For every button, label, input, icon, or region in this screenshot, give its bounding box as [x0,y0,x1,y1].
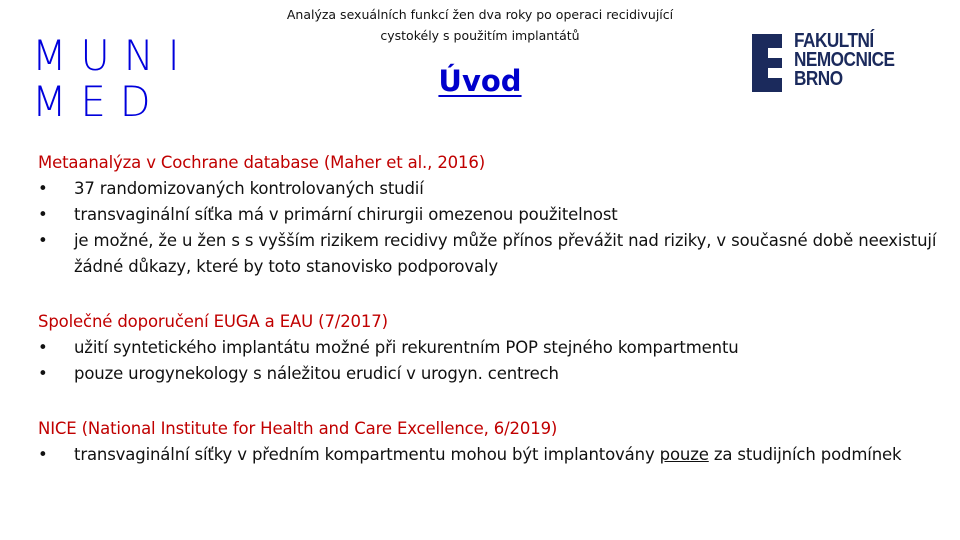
fn-logo-line-2: NEMOCNICE [794,49,895,71]
section-nice [38,416,938,468]
list-item [38,442,938,468]
section-heading: NICE (National Institute for Health and Care Excellence, 6/2019) [38,419,558,438]
fn-brno-logo-text [794,32,894,89]
bullet-list [38,442,938,468]
bullet-icon: • [38,338,48,357]
section-euga-eau [38,309,938,387]
list-item-text: 37 randomizovaných kontrolovaných studií [74,179,424,198]
list-item-text-before: transvaginální síťky v předním kompartmentu mohou být implantovány [74,445,660,464]
fn-logo-line-1: FAKULTNÍ [794,30,874,52]
subtitle-line-1: Analýza sexuálních funkcí žen dva roky po operaci recidivující [286,7,674,22]
bullet-list [38,176,938,280]
logo-med-line: MED [32,78,165,127]
list-item [38,335,938,361]
section-heading: Společné doporučení EUGA a EAU (7/2017) [38,312,388,331]
fn-logo-line-3: BRNO [794,68,843,90]
list-item [38,202,938,228]
fn-brno-mark-icon [752,34,782,92]
presentation-subtitle [245,4,715,46]
bullet-icon: • [38,205,48,224]
list-item-text: pouze urogynekology s náležitou erudicí v urogyn. centrech [74,364,559,383]
slide-content [38,150,938,468]
bullet-icon: • [38,445,48,464]
underlined-word: pouze [659,445,709,464]
list-item-text: užití syntetického implantátu možné při rekurentním POP stejného kompartmentu [74,338,739,357]
section-cochrane [38,150,938,280]
list-item-text: je možné, že u žen s s vyšším rizikem recidivy může přínos převážit nad riziky, v současné době neexistují žádné důkazy, které by toto stanovisko podporovaly [74,231,937,276]
muni-med-logo [32,32,194,127]
list-item-text-after: za studijních podmínek [708,445,902,464]
list-item-text: transvaginální síťka má v primární chirurgii omezenou použitelnost [74,205,618,224]
bullet-icon: • [38,364,48,383]
bullet-icon: • [38,179,48,198]
bullet-icon: • [38,231,48,250]
bullet-list [38,335,938,387]
slide-title: Úvod [438,64,522,98]
logo-muni-line: MUNI [32,32,194,81]
list-item [38,176,938,202]
fn-brno-logo [752,30,932,94]
section-heading: Metaanalýza v Cochrane database (Maher et al., 2016) [38,153,486,172]
subtitle-line-2: cystokély s použitím implantátů [380,28,580,43]
list-item [38,228,938,280]
list-item [38,361,938,387]
